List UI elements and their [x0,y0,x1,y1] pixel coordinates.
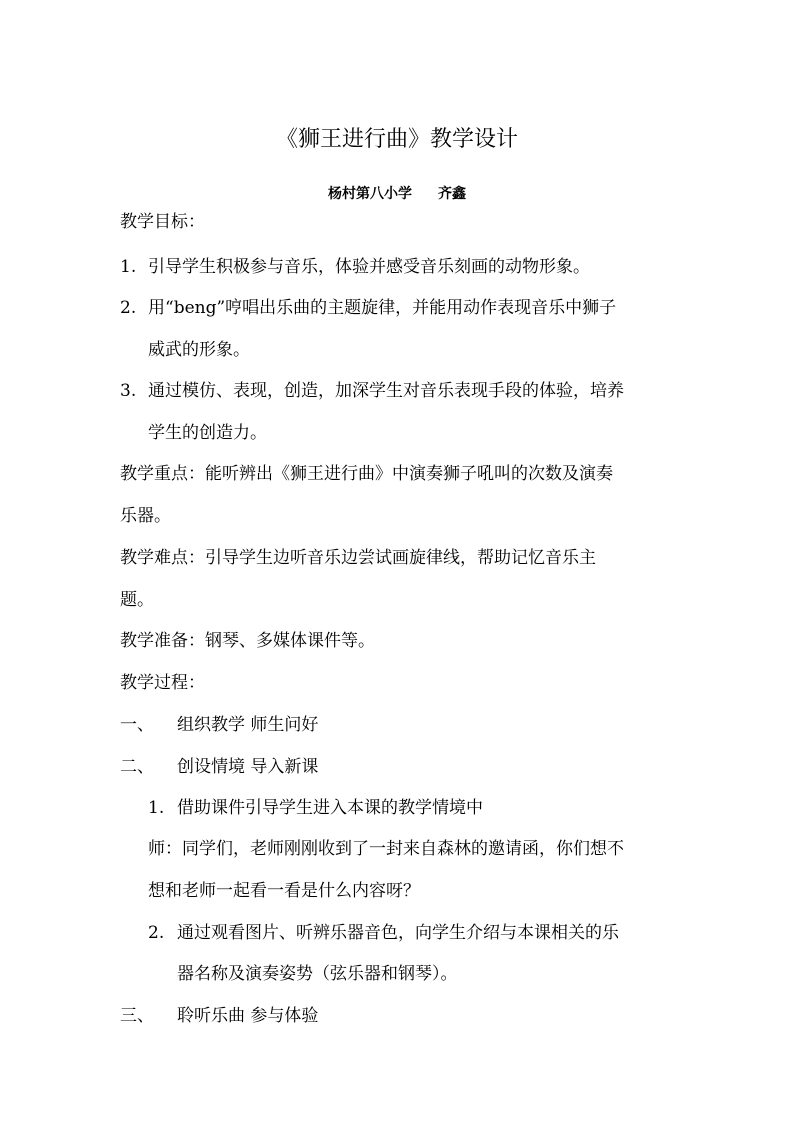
preparation-line: 教学准备：钢琴、多媒体课件等。 [120,631,375,651]
document-title: 《狮王进行曲》教学设计 [275,127,518,152]
key-point-line-2: 乐器。 [120,506,171,526]
section-1-number: 一、 [120,715,154,735]
objective-3-number: 3. [120,381,137,401]
teacher-dialogue-line-2: 想和老师一起看一看是什么内容呀？ [148,881,420,901]
section-2-number: 二、 [120,757,154,777]
author-line [0,183,794,205]
difficulty-line-1: 教学难点：引导学生边听音乐边尝试画旋律线，帮助记忆音乐主 [120,548,596,568]
section-3-number: 三、 [120,1006,154,1026]
section-3-title: 聆听乐曲 参与体验 [177,1006,319,1026]
author-name: 齐鑫 [438,186,466,202]
sub-item-1-text: 借助课件引导学生进入本课的教学情境中 [177,798,483,818]
objective-2-text-line-1: 用“beng”哼唱出乐曲的主题旋律，并能用动作表现音乐中狮子 [148,298,617,318]
process-heading: 教学过程： [120,673,205,693]
sub-item-2-text-line-2: 器名称及演奏姿势（弦乐器和钢琴）。 [177,964,458,984]
author-school: 杨村第八小学 [328,186,412,202]
sub-item-2-text-line-1: 通过观看图片、听辨乐器音色，向学生介绍与本课相关的乐 [177,923,619,943]
teacher-dialogue-line-1: 师：同学们，老师刚刚收到了一封来自森林的邀请函，你们想不 [148,839,624,859]
objective-2-number: 2. [120,298,137,318]
objectives-heading: 教学目标： [120,212,205,232]
difficulty-line-2: 题。 [120,590,154,610]
sub-item-1-number: 1. [148,798,165,818]
objective-3-text-line-1: 通过模仿、表现，创造，加深学生对音乐表现手段的体验，培养 [148,381,624,401]
sub-item-2-number: 2. [148,923,165,943]
objective-1-text: 引导学生积极参与音乐，体验并感受音乐刻画的动物形象。 [148,257,590,277]
section-2-title: 创设情境 导入新课 [177,757,319,777]
section-1-title: 组织教学 师生问好 [177,715,319,735]
objective-3-text-line-2: 学生的创造力。 [148,423,267,443]
objective-2-text-line-2: 威武的形象。 [148,340,250,360]
key-point-line-1: 教学重点：能听辨出《狮王进行曲》中演奏狮子吼叫的次数及演奏 [120,464,613,484]
objective-1-number: 1. [120,257,137,277]
